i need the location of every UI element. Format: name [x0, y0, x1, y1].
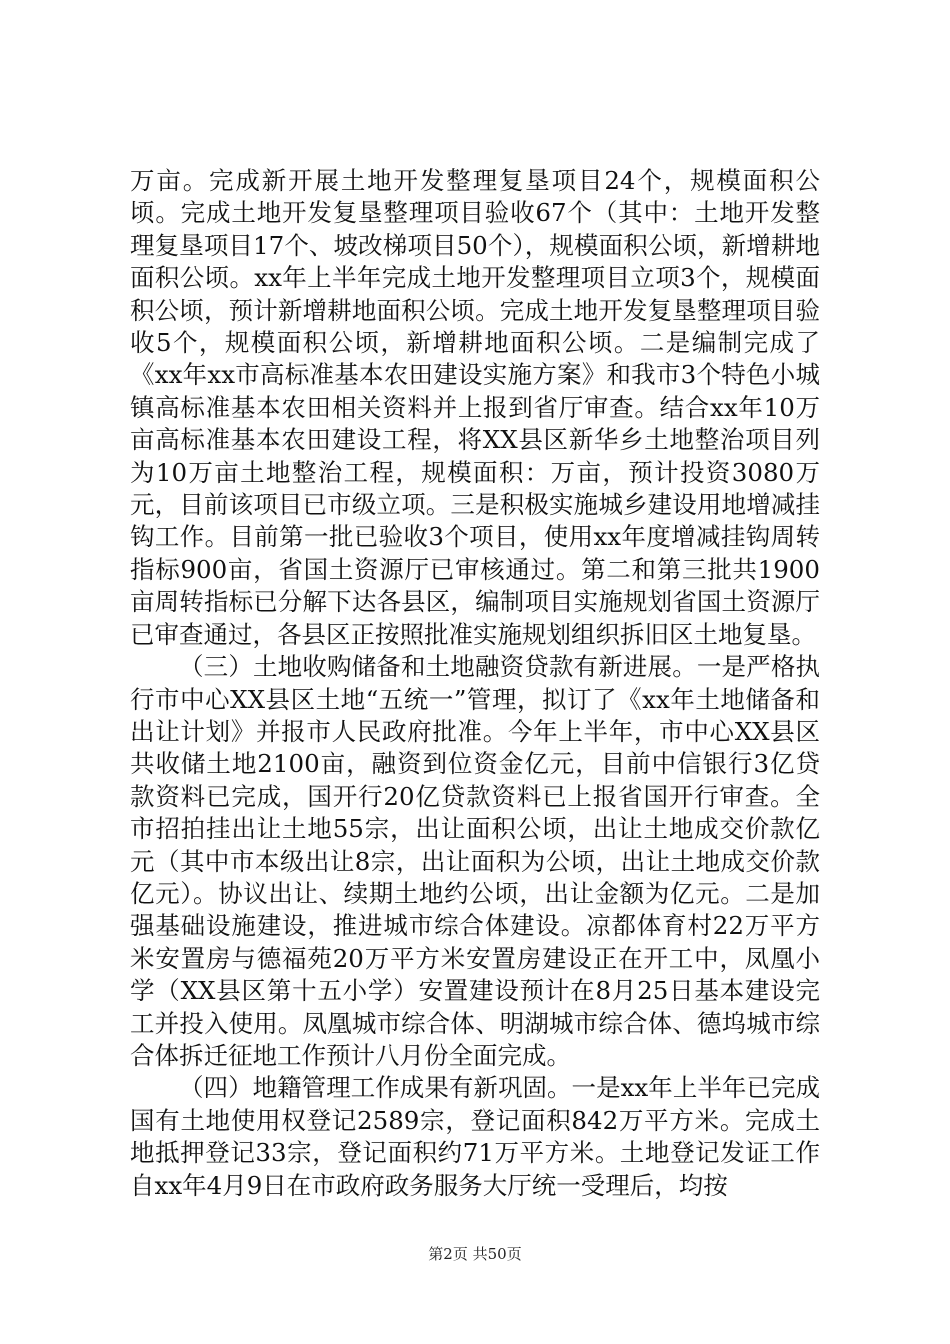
- paragraph-2: （三）土地收购储备和土地融资贷款有新进展。一是严格执行市中心XX县区土地“五统一”管理，拟订了《xx年土地储备和出让计划》并报市人民政府批准。今年上半年，市中心XX县区共收储土地2100亩，融资到位资金亿元，目前中信银行3亿贷款资料已完成，国开行20亿贷款资料已上报省国开行审查。全市招拍挂出让土地55宗，出让面积公顷，出让土地成交价款亿元（其中市本级出让8宗，出让面积为公顷，出让土地成交价款亿元）。协议出让、续期土地约公顷，出让金额为亿元。二是加强基础设施建设，推进城市综合体建设。凉都体育村22万平方米安置房与德福苑20万平方米安置房建设正在开工中，凤凰小学（XX县区第十五小学）安置建设预计在8月25日基本建设完工并投入使用。凤凰城市综合体、明湖城市综合体、德坞城市综合体拆迁征地工作预计八月份全面完成。: [130, 652, 820, 1070]
- paragraph-1: 万亩。完成新开展土地开发整理复垦项目24个，规模面积公顷。完成土地开发复垦整理项目验收67个（其中：土地开发整理复垦项目17个、坡改梯项目50个），规模面积公顷，新增耕地面积公顷。xx年上半年完成土地开发整理项目立项3个，规模面积公顷，预计新增耕地面积公顷。完成土地开发复垦整理项目验收5个，规模面积公顷，新增耕地面积公顷。二是编制完成了《xx年xx市高标准基本农田建设实施方案》和我市3个特色小城镇高标准基本农田相关资料并上报到省厅审查。结合xx年10万亩高标准基本农田建设工程，将XX县区新华乡土地整治项目列为10万亩土地整治工程，规模面积：万亩，预计投资3080万元，目前该项目已市级立项。三是积极实施城乡建设用地增减挂钩工作。目前第一批已验收3个项目，使用xx年度增减挂钩周转指标900亩，省国土资源厅已审核通过。第二和第三批共1900亩周转指标已分解下达各县区，编制项目实施规划省国土资源厅已审查通过，各县区正按照批准实施规划组织拆旧区土地复垦。: [130, 166, 820, 649]
- paragraph-3: （四）地籍管理工作成果有新巩固。一是xx年上半年已完成国有土地使用权登记2589宗，登记面积842万平方米。完成土地抵押登记33宗，登记面积约71万平方米。土地登记发证工作自xx年4月9日在市政府政务服务大厅统一受理后，均按: [130, 1073, 820, 1200]
- document-body: [130, 165, 820, 1202]
- page-footer: [0, 1244, 950, 1264]
- page-number-label: 第2页 共50页: [428, 1245, 522, 1263]
